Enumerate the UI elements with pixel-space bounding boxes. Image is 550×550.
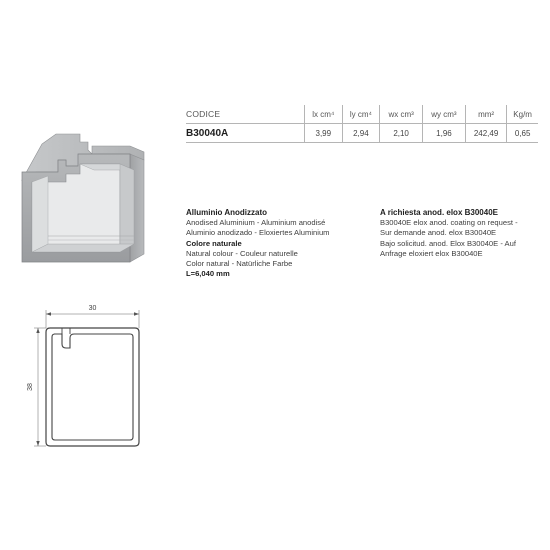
cell-code: B30040A [186, 127, 229, 139]
on-request-line-1: B30040E elox anod. coating on request - [380, 218, 518, 228]
description-left [186, 208, 366, 279]
header-area: mm² [465, 105, 506, 124]
cell-ix: 3,99 [305, 124, 343, 143]
header-ix: lx cm⁴ [305, 105, 343, 124]
header-codice: CODICE [186, 109, 221, 119]
height-label: 38 [27, 383, 34, 391]
header-wy: wy cm³ [423, 105, 466, 124]
material-line-2: Aluminio anodizado - Eloxiertes Aluminium [186, 228, 330, 238]
height-dimension [27, 328, 46, 446]
spec-table-header-row [186, 105, 538, 124]
aluminium-profile-3d-image [18, 130, 168, 290]
header-iy: ly cm⁴ [342, 105, 380, 124]
cell-iy: 2,94 [342, 124, 380, 143]
profile-cross-section-drawing [14, 300, 164, 460]
on-request-line-2: Sur demande anod. elox B30040E [380, 228, 497, 238]
cell-wx: 2,10 [380, 124, 423, 143]
table-row [186, 124, 538, 143]
profile-outline-outer [46, 328, 139, 446]
description-right [380, 208, 545, 259]
profile-slot [62, 328, 70, 334]
length-label: L=6,040 mm [186, 269, 230, 279]
on-request-line-4: Anfrage eloxiert elox B30040E [380, 248, 483, 258]
material-title: Alluminio Anodizzato [186, 208, 268, 217]
header-wx: wx cm³ [380, 105, 423, 124]
cell-wy: 1,96 [423, 124, 466, 143]
on-request-line-3: Bajo solicitud. anod. Elox B30040E - Auf [380, 238, 516, 248]
header-weight: Kg/m [507, 105, 538, 124]
on-request-title: A richiesta anod. elox B30040E [380, 208, 498, 217]
width-label: 30 [88, 305, 97, 312]
material-line-1: Anodised Aluminium - Aluminium anodisé [186, 218, 326, 228]
cell-area: 242,49 [465, 124, 506, 143]
colour-line-1: Natural colour - Couleur naturelle [186, 248, 298, 258]
profile-outline-inner [52, 334, 133, 440]
colour-title: Colore naturale [186, 238, 242, 248]
spec-table [186, 105, 538, 143]
width-dimension [46, 305, 139, 328]
cell-weight: 0,65 [507, 124, 538, 143]
colour-line-2: Color natural - Natürliche Farbe [186, 259, 293, 269]
